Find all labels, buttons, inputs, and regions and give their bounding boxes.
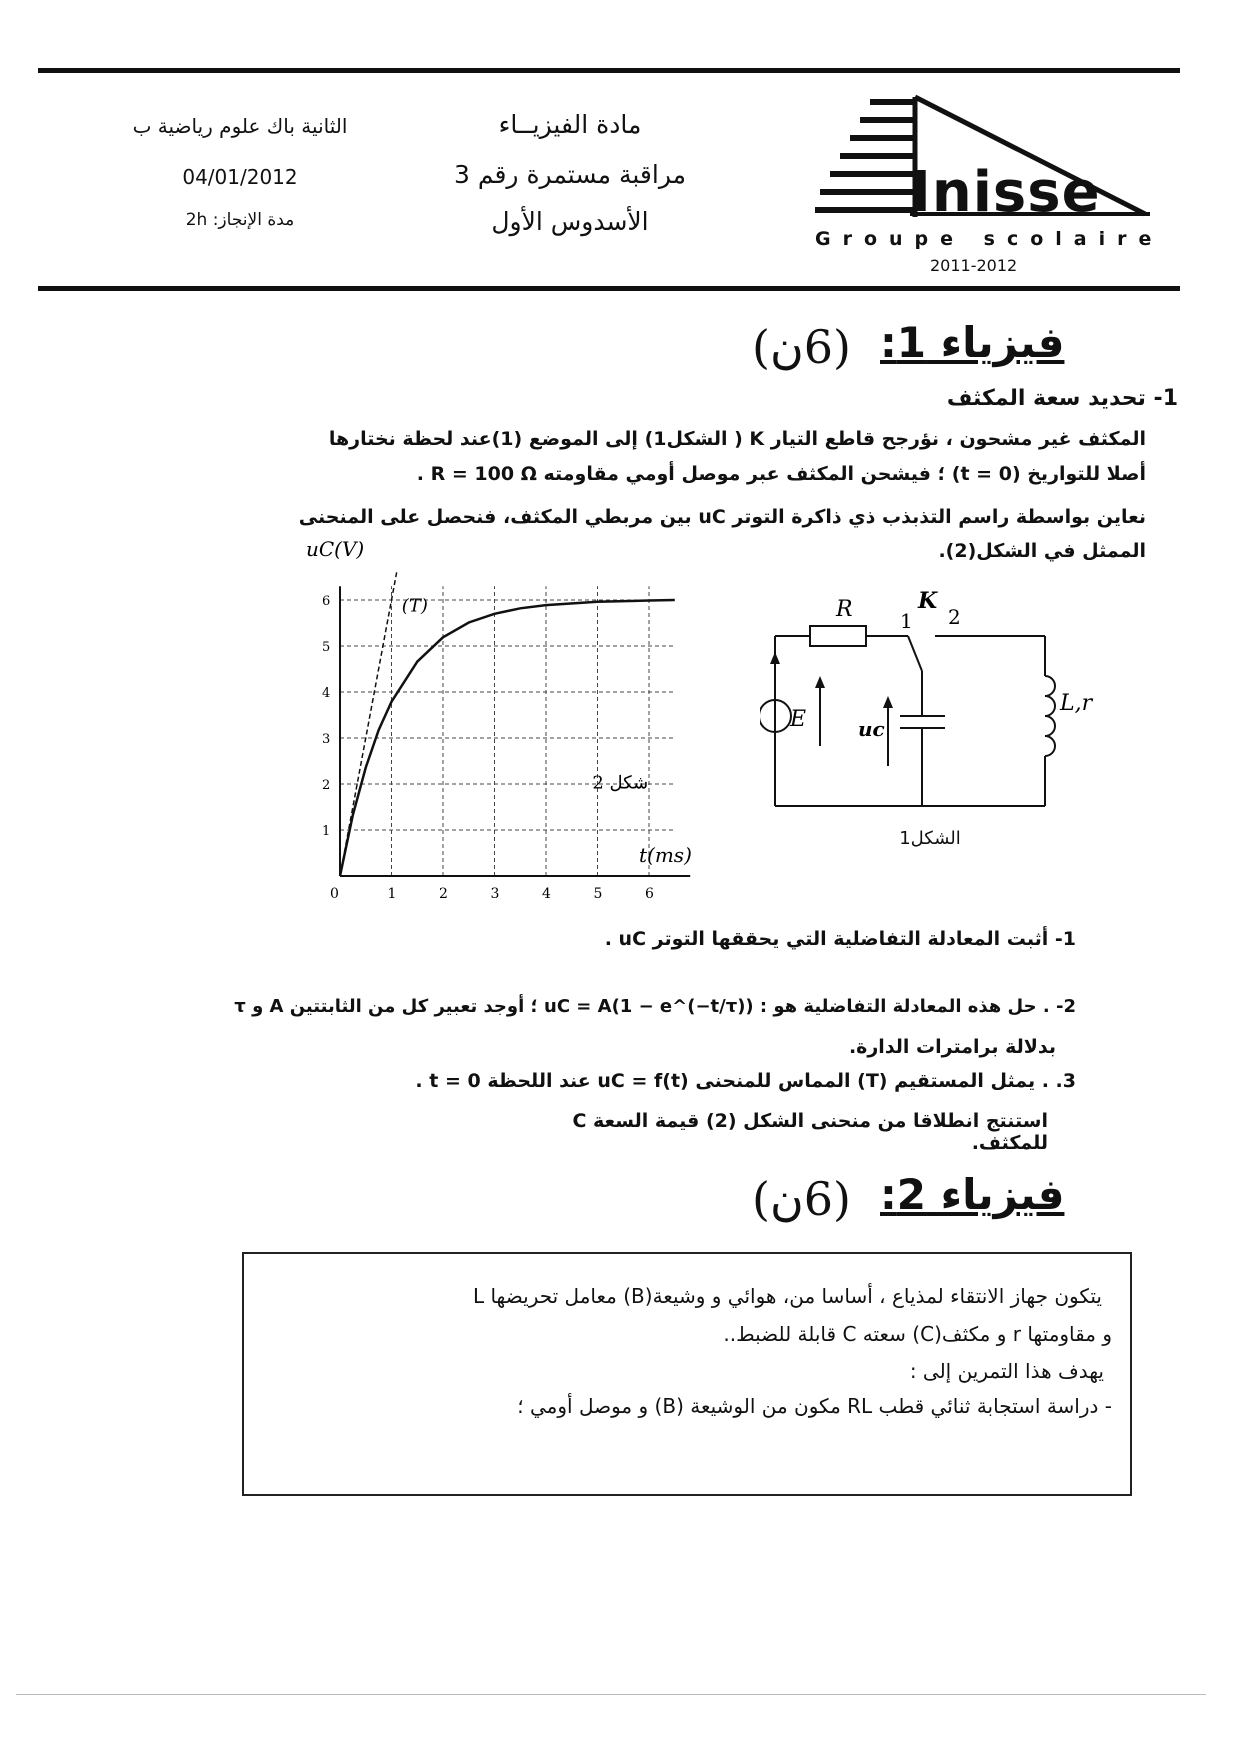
physics2-title: [880, 1170, 1064, 1219]
label-e: E: [790, 707, 807, 732]
question-3-cont: [500, 1110, 1048, 1154]
chart-annotation: شكل 2: [592, 772, 649, 794]
y-axis-label: uC(V): [306, 537, 365, 561]
label-k: K: [918, 588, 938, 614]
header-exam: مراقبة مستمرة رقم 3: [453, 160, 687, 189]
x-tick-label: 0: [330, 886, 339, 902]
intro-line-3: نعاين بواسطة راسم التذبذب ذي ذاكرة التوتر uC بين مربطي المكثف، فنحصل على المنحنى: [298, 506, 1146, 528]
bottom-rule: [16, 1694, 1206, 1695]
label-uc: uc: [858, 717, 885, 741]
question-2-num: 2-: [1055, 996, 1076, 1017]
label-lr: L,r: [1060, 691, 1093, 716]
school-logo: [815, 92, 1170, 282]
y-tick-label: 5: [322, 640, 331, 655]
x-tick-label: 3: [490, 886, 500, 902]
header-class-line: الثانية باك علوم رياضية ب: [132, 114, 348, 138]
x-tick-label: 6: [645, 886, 654, 902]
intro-line-1: المكثف غير مشحون ، نؤرجح قاطع التيار K ( الشكل1) إلى الموضع (1)عند لحظة نختارها: [328, 428, 1146, 450]
x-tick-label: 4: [542, 886, 551, 902]
header-top-rule: [38, 68, 1180, 73]
physics2-title-text: فيزياء 2:: [880, 1170, 1065, 1219]
intro-line-4: الممثل في الشكل(2).: [938, 540, 1146, 562]
x-tick-label: 5: [593, 886, 603, 902]
question-3-cont-text: استنتج انطلاقا من منحنى الشكل (2) قيمة السعة C للمكثف.: [572, 1110, 1048, 1154]
question-2: [190, 996, 1076, 1017]
box-line-3: يهدف هذا التمرين إلى :: [909, 1359, 1104, 1383]
x-tick-label: 2: [439, 886, 448, 902]
logo-name: Inisse: [910, 160, 1101, 225]
question-1-num: 1-: [1054, 928, 1076, 950]
intro-line-2: أصلا للتواريخ (t = 0) ؛ فيشحن المكثف عبر موصل أومي مقاومته R = 100 Ω .: [416, 463, 1146, 485]
y-tick-label: 4: [322, 686, 331, 701]
box-line-2: و مقاومتها r و مكثف(C) سعته C قابلة للضبط..: [723, 1322, 1112, 1346]
header-semester: الأسدوس الأول: [491, 207, 649, 236]
physics1-title-text: فيزياء 1:: [880, 318, 1065, 367]
y-tick-label: 2: [322, 778, 331, 793]
question-2-cont: [740, 1036, 1056, 1058]
circuit-svg: [760, 576, 1120, 856]
physics2-box: [242, 1252, 1132, 1496]
section-heading: 1- تحديد سعة المكثف: [946, 386, 1178, 411]
school-year: 2011-2012: [930, 256, 1018, 275]
label-r: R: [836, 597, 853, 622]
physics1-points: (6ن): [752, 320, 851, 374]
figure2-chart: [300, 536, 720, 906]
header-duration: مدة الإنجاز: 2h: [185, 210, 295, 230]
y-tick-label: 6: [322, 594, 331, 609]
y-tick-label: 1: [322, 824, 331, 839]
figure1-caption: الشكل1: [899, 828, 961, 849]
box-line-1: يتكون جهاز الانتقاء لمذياع ، أساسا من، هوائي و وشيعة(B) معامل تحريضها L: [472, 1284, 1102, 1308]
label-pos1: 1: [900, 609, 913, 633]
figure1-circuit: [760, 576, 1120, 856]
question-2-cont-text: بدلالة برامترات الدارة.: [848, 1036, 1056, 1058]
label-pos2: 2: [948, 605, 961, 629]
x-tick-label: 1: [387, 886, 397, 902]
header-date: 04/01/2012: [182, 165, 298, 189]
tangent-label: (T): [401, 595, 428, 617]
box-line-4: - دراسة استجابة ثنائي قطب RL مكون من الوشيعة (B) و موصل أومي ؛: [517, 1394, 1112, 1418]
header-bottom-rule: [38, 286, 1180, 291]
question-1-text: أثبت المعادلة التفاضلية التي يحققها التوتر uC .: [604, 928, 1049, 950]
physics1-title: [880, 318, 1064, 367]
x-axis-label: t(ms): [639, 843, 692, 868]
question-3: [380, 1070, 1076, 1092]
logo-subtitle: Groupe scolaire: [815, 228, 1164, 250]
physics2-points: (6ن): [752, 1172, 851, 1226]
question-3-text: . يمثل المستقيم (T) المماس للمنحنى uC = f(t) عند اللحظة t = 0 .: [415, 1070, 1049, 1092]
question-3-num: 3.: [1055, 1070, 1076, 1092]
y-tick-label: 3: [322, 732, 331, 747]
question-2-text: . حل هذه المعادلة التفاضلية هو : uC = A(1 − e^(−t/τ)) ؛ أوجد تعبير كل من الثابتتين A و τ: [234, 996, 1050, 1017]
chart-svg: [300, 536, 720, 906]
question-1: [240, 928, 1076, 950]
header-subject: مادة الفيزيــاء: [498, 110, 642, 139]
